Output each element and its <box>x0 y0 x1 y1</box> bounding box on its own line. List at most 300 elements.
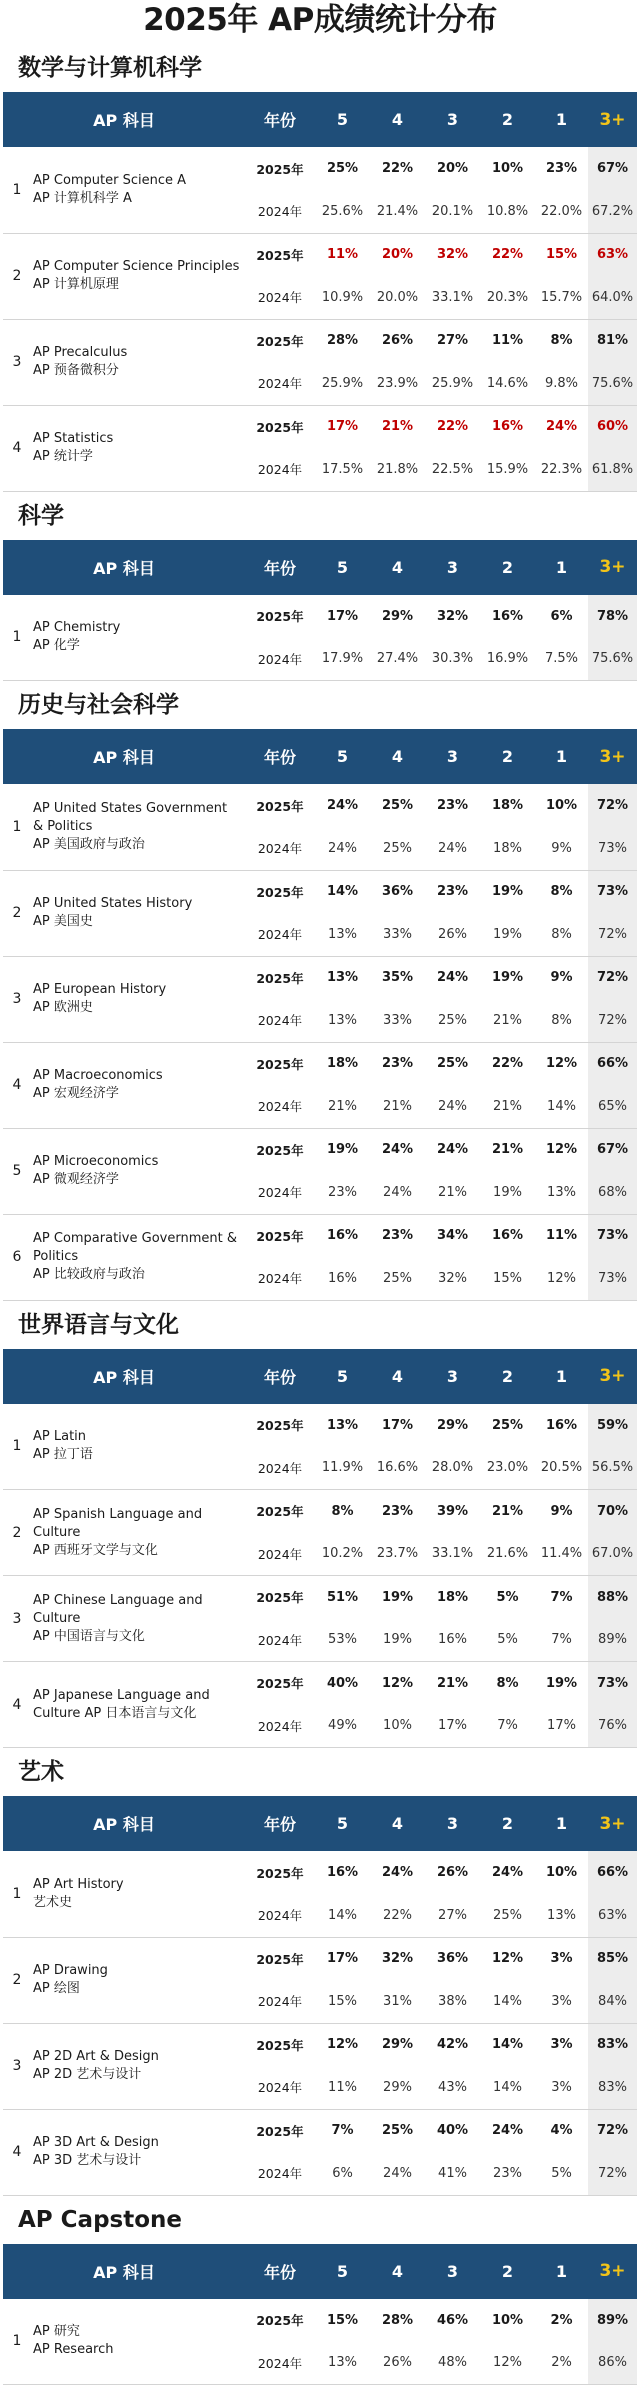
table-row <box>3 405 637 448</box>
score-2-2025: 14% <box>491 2037 524 2053</box>
score-3-2025: 40% <box>436 2123 469 2139</box>
score-1-2024: 17% <box>535 1705 588 1748</box>
score-3-2025: 39% <box>436 1503 469 1519</box>
subject-name-en: AP Precalculus <box>33 345 128 360</box>
score-3plus-2025: 73% <box>588 870 637 913</box>
score-3plus-2024: 67.2% <box>588 190 637 233</box>
header-plus: 3+ <box>588 1348 637 1404</box>
year-2025: 2025年 <box>256 1676 304 1692</box>
row-index: 6 <box>3 1214 31 1300</box>
header-s2: 2 <box>480 1348 535 1404</box>
score-3plus-2024: 63% <box>588 1894 637 1937</box>
score-3plus-2025: 83% <box>588 2023 637 2066</box>
section-title: 历史与社会科学 <box>18 692 179 718</box>
table-header <box>3 91 637 147</box>
score-3-2024: 26% <box>425 913 480 956</box>
subject-name-en: AP Computer Science A <box>33 172 187 188</box>
score-2-2024: 19% <box>480 1171 535 1214</box>
score-2-2025: 19% <box>491 970 524 986</box>
score-2-2025: 10% <box>491 2312 524 2328</box>
score-5-2025: 13% <box>326 970 359 986</box>
score-3plus-2024: 67.0% <box>588 1533 637 1576</box>
score-5-2025: 17% <box>326 419 359 435</box>
score-1-2025: 15% <box>545 247 578 263</box>
year-2025: 2025年 <box>256 1418 304 1433</box>
subject-cell <box>31 233 245 319</box>
header-s1: 1 <box>535 728 588 784</box>
year-2024: 2024年 <box>245 2152 315 2195</box>
score-4-2025: 19% <box>381 1589 414 1605</box>
score-3plus-2024: 75.6% <box>588 362 637 405</box>
header-year: 年份 <box>245 539 315 595</box>
score-3plus-2025: 72% <box>588 2109 637 2152</box>
subject-name-en: AP European History <box>33 982 167 997</box>
year-2025: 2025年 <box>256 419 304 435</box>
year-2024: 2024年 <box>245 190 315 233</box>
score-1-2024: 8% <box>535 999 588 1042</box>
score-5-2024: 53% <box>315 1619 370 1662</box>
year-2024: 2024年 <box>245 638 315 681</box>
score-3plus-2024: 68% <box>588 1171 637 1214</box>
score-3plus-2025: 67% <box>588 147 637 190</box>
table-row <box>3 2109 637 2152</box>
year-2024: 2024年 <box>245 999 315 1042</box>
row-index: 2 <box>3 870 31 956</box>
score-2-2025: 8% <box>496 1675 519 1691</box>
score-3plus-2024: 72% <box>588 999 637 1042</box>
year-2025: 2025年 <box>256 1504 304 1520</box>
score-2-2024: 25% <box>480 1894 535 1937</box>
score-5-2025: 7% <box>331 2123 354 2139</box>
score-3-2025: 23% <box>436 798 469 813</box>
score-3-2025: 24% <box>436 970 469 986</box>
score-2-2024: 20.3% <box>480 276 535 319</box>
subject-name-zh: AP 美国政府与政治 <box>33 836 145 852</box>
score-5-2024: 15% <box>315 1980 370 2023</box>
row-index: 1 <box>3 147 31 233</box>
score-2-2024: 21% <box>480 999 535 1042</box>
score-1-2025: 3% <box>550 1951 573 1967</box>
score-3plus-2024: 72% <box>588 2152 637 2195</box>
score-3-2024: 25% <box>425 999 480 1042</box>
score-3plus-2024: 73% <box>588 827 637 870</box>
row-index: 4 <box>3 405 31 491</box>
subject-name-zh: AP 化学 <box>33 638 80 654</box>
subject-cell <box>31 595 245 681</box>
score-1-2025: 3% <box>550 2037 573 2053</box>
table-row <box>3 1851 637 1894</box>
score-3-2025: 32% <box>436 608 469 624</box>
header-s3: 3 <box>425 91 480 147</box>
row-index: 1 <box>3 1404 31 1490</box>
score-3plus-2025: 85% <box>588 1937 637 1980</box>
score-1-2025: 6% <box>550 608 573 624</box>
score-2-2024: 21% <box>480 1085 535 1128</box>
header-year: 年份 <box>245 728 315 784</box>
score-1-2024: 12% <box>535 1257 588 1300</box>
score-1-2025: 9% <box>550 1503 573 1519</box>
score-1-2025: 10% <box>545 1865 578 1880</box>
score-3plus-2024: 76% <box>588 1705 637 1748</box>
score-1-2025: 10% <box>545 798 578 813</box>
subject-name-en: AP Computer Science Principles <box>33 259 240 274</box>
header-plus: 3+ <box>588 1795 637 1851</box>
score-1-2024: 7.5% <box>535 638 588 681</box>
year-2024: 2024年 <box>245 1980 315 2023</box>
score-4-2024: 20.0% <box>370 276 425 319</box>
score-2-2024: 18% <box>480 827 535 870</box>
score-5-2024: 10.9% <box>315 276 370 319</box>
score-3plus-2024: 83% <box>588 2066 637 2109</box>
score-5-2025: 12% <box>326 2037 359 2053</box>
section-title: 数学与计算机科学 <box>18 55 202 81</box>
year-2024: 2024年 <box>245 1533 315 1576</box>
year-2024: 2024年 <box>245 1894 315 1937</box>
year-2024: 2024年 <box>245 276 315 319</box>
section-title: 科学 <box>18 502 64 529</box>
subject-name-zh: AP 绘图 <box>33 1981 80 1996</box>
score-3-2024: 32% <box>425 1257 480 1300</box>
score-5-2025: 8% <box>331 1503 354 1519</box>
score-5-2024: 13% <box>315 999 370 1042</box>
year-2024: 2024年 <box>245 2342 315 2385</box>
score-3plus-2025: 81% <box>588 319 637 362</box>
table-row <box>3 1937 637 1980</box>
subject-name-zh: AP 计算机科学 A <box>33 190 132 206</box>
score-3-2024: 25.9% <box>425 362 480 405</box>
score-2-2024: 19% <box>480 913 535 956</box>
header-subject: AP 科目 <box>3 539 245 595</box>
score-3-2024: 48% <box>425 2342 480 2385</box>
score-1-2024: 11.4% <box>535 1533 588 1576</box>
table-header <box>3 539 637 595</box>
row-index: 3 <box>3 319 31 405</box>
score-2-2025: 16% <box>491 1228 524 1244</box>
subject-name-zh: AP 拉丁语 <box>33 1447 93 1463</box>
score-3-2025: 46% <box>436 2312 469 2328</box>
score-3-2024: 43% <box>425 2066 480 2109</box>
score-3plus-2025: 78% <box>588 595 637 638</box>
score-1-2024: 9.8% <box>535 362 588 405</box>
score-2-2025: 21% <box>491 1503 524 1519</box>
subject-name-en: AP Spanish Language and Culture <box>33 1506 203 1540</box>
header-s5: 5 <box>315 1795 370 1851</box>
score-4-2024: 33% <box>370 999 425 1042</box>
score-5-2025: 17% <box>326 1951 359 1967</box>
score-1-2025: 7% <box>550 1589 573 1605</box>
score-2-2025: 22% <box>491 247 524 263</box>
score-2-2025: 11% <box>491 333 524 349</box>
score-4-2025: 29% <box>381 2037 414 2053</box>
table-row <box>3 1490 637 1533</box>
score-2-2025: 5% <box>496 1589 519 1605</box>
score-table <box>3 90 637 492</box>
score-3plus-2024: 72% <box>588 913 637 956</box>
score-3-2025: 26% <box>436 1865 469 1880</box>
header-s1: 1 <box>535 91 588 147</box>
table-header <box>3 2243 637 2299</box>
header-s2: 2 <box>480 1795 535 1851</box>
score-1-2025: 12% <box>545 1056 578 1072</box>
header-s3: 3 <box>425 1348 480 1404</box>
year-2025: 2025年 <box>256 333 304 349</box>
score-4-2024: 25% <box>370 1257 425 1300</box>
score-5-2024: 6% <box>315 2152 370 2195</box>
score-3plus-2025: 89% <box>588 2299 637 2342</box>
year-2025: 2025年 <box>256 609 304 624</box>
score-4-2025: 20% <box>381 247 414 263</box>
score-1-2024: 2% <box>535 2342 588 2385</box>
subject-name-en: AP 2D Art & Design <box>33 2049 159 2064</box>
score-5-2025: 25% <box>326 161 359 176</box>
subject-name-en: AP Chemistry <box>33 620 121 636</box>
score-5-2025: 15% <box>326 2312 359 2328</box>
score-5-2025: 14% <box>326 884 359 900</box>
score-4-2025: 23% <box>381 1503 414 1519</box>
score-2-2024: 14% <box>480 1980 535 2023</box>
score-3plus-2025: 63% <box>588 233 637 276</box>
table-row <box>3 956 637 999</box>
score-4-2025: 32% <box>381 1951 414 1967</box>
score-2-2024: 5% <box>480 1619 535 1662</box>
row-index: 3 <box>3 2023 31 2109</box>
header-s2: 2 <box>480 728 535 784</box>
score-2-2024: 14.6% <box>480 362 535 405</box>
subject-cell <box>31 1128 245 1214</box>
score-3plus-2025: 67% <box>588 1128 637 1171</box>
subject-name-zh: AP Research <box>33 2342 114 2358</box>
score-2-2025: 12% <box>491 1951 524 1967</box>
year-2024: 2024年 <box>245 1171 315 1214</box>
header-s5: 5 <box>315 539 370 595</box>
score-2-2025: 16% <box>491 419 524 435</box>
subject-name-zh: AP 中国语言与文化 <box>33 1628 145 1644</box>
year-2025: 2025年 <box>256 1228 304 1244</box>
subject-cell <box>31 1851 245 1937</box>
score-1-2025: 24% <box>545 419 578 435</box>
subject-name-en: AP Drawing <box>33 1963 108 1978</box>
score-5-2025: 51% <box>326 1589 359 1605</box>
score-3plus-2025: 59% <box>588 1404 637 1447</box>
score-4-2024: 27.4% <box>370 638 425 681</box>
header-s4: 4 <box>370 91 425 147</box>
score-4-2025: 22% <box>381 161 414 176</box>
score-1-2024: 3% <box>535 2066 588 2109</box>
score-2-2024: 15.9% <box>480 448 535 491</box>
score-2-2024: 23.0% <box>480 1447 535 1490</box>
score-2-2025: 19% <box>491 884 524 900</box>
header-s5: 5 <box>315 91 370 147</box>
header-year: 年份 <box>245 1348 315 1404</box>
score-1-2024: 3% <box>535 1980 588 2023</box>
score-2-2024: 16.9% <box>480 638 535 681</box>
score-4-2024: 19% <box>370 1619 425 1662</box>
score-3-2024: 16% <box>425 1619 480 1662</box>
score-5-2024: 16% <box>315 1257 370 1300</box>
table-row <box>3 2299 637 2342</box>
subject-name-en: AP Japanese Language and Culture AP 日本语言与文化 <box>33 1687 210 1721</box>
subject-name-en: AP Comparative Government & Politics <box>33 1231 237 1264</box>
score-2-2025: 24% <box>491 2123 524 2139</box>
score-2-2025: 18% <box>491 798 524 813</box>
score-5-2024: 23% <box>315 1171 370 1214</box>
score-3plus-2024: 61.8% <box>588 448 637 491</box>
score-2-2024: 21.6% <box>480 1533 535 1576</box>
score-4-2024: 10% <box>370 1705 425 1748</box>
section-title: 世界语言与文化 <box>18 1311 179 1338</box>
header-s1: 1 <box>535 2243 588 2299</box>
score-4-2025: 25% <box>381 798 414 813</box>
score-5-2025: 16% <box>326 1865 359 1880</box>
year-2025: 2025年 <box>256 1865 304 1881</box>
score-4-2025: 25% <box>381 2123 414 2139</box>
score-3-2025: 34% <box>436 1228 469 1244</box>
score-4-2024: 26% <box>370 2342 425 2385</box>
header-subject: AP 科目 <box>3 1795 245 1851</box>
header-subject: AP 科目 <box>3 728 245 784</box>
score-1-2024: 7% <box>535 1619 588 1662</box>
table-row <box>3 2023 637 2066</box>
table-row <box>3 1214 637 1257</box>
subject-cell <box>31 405 245 491</box>
score-3plus-2025: 70% <box>588 1490 637 1533</box>
score-3-2025: 27% <box>436 333 469 349</box>
table-row <box>3 1662 637 1705</box>
subject-name-en: AP Macroeconomics <box>33 1068 163 1083</box>
header-subject: AP 科目 <box>3 2243 245 2299</box>
subject-cell <box>31 784 245 870</box>
header-s1: 1 <box>535 1795 588 1851</box>
score-1-2025: 12% <box>545 1142 578 1158</box>
score-4-2025: 26% <box>381 333 414 349</box>
table-row <box>3 784 637 827</box>
score-3-2024: 33.1% <box>425 276 480 319</box>
year-2025: 2025年 <box>256 884 304 900</box>
header-s2: 2 <box>480 539 535 595</box>
score-3-2024: 38% <box>425 1980 480 2023</box>
year-2024: 2024年 <box>245 1085 315 1128</box>
subject-cell <box>31 1937 245 2023</box>
score-5-2025: 40% <box>326 1675 359 1691</box>
subject-name-zh: AP 预备微积分 <box>33 363 119 378</box>
score-4-2025: 28% <box>381 2312 414 2328</box>
page-title: 2025年 AP成绩统计分布 <box>143 2 497 38</box>
row-index: 5 <box>3 1128 31 1214</box>
subject-name-zh: AP 2D 艺术与设计 <box>33 2067 142 2082</box>
year-2025: 2025年 <box>256 1056 304 1072</box>
score-3-2024: 24% <box>425 827 480 870</box>
score-3plus-2025: 60% <box>588 405 637 448</box>
header-s4: 4 <box>370 1348 425 1404</box>
year-2025: 2025年 <box>256 970 304 986</box>
score-3-2024: 33.1% <box>425 1533 480 1576</box>
table-header <box>3 1348 637 1404</box>
header-s3: 3 <box>425 2243 480 2299</box>
subject-name-zh: AP 美国史 <box>33 914 93 929</box>
score-1-2025: 16% <box>545 1417 578 1433</box>
score-3-2025: 42% <box>436 2037 469 2053</box>
subject-name-zh: AP 欧洲史 <box>33 1000 93 1015</box>
subject-cell <box>31 2299 245 2385</box>
score-5-2025: 17% <box>326 608 359 624</box>
subject-name-zh: AP 微观经济学 <box>33 1172 119 1187</box>
score-3-2024: 28.0% <box>425 1447 480 1490</box>
year-2024: 2024年 <box>245 827 315 870</box>
score-4-2024: 16.6% <box>370 1447 425 1490</box>
score-3plus-2025: 72% <box>588 956 637 999</box>
score-table <box>3 727 637 1301</box>
score-5-2025: 16% <box>326 1228 359 1244</box>
year-2025: 2025年 <box>256 161 304 177</box>
score-1-2025: 19% <box>545 1675 578 1691</box>
subject-cell <box>31 956 245 1042</box>
header-subject: AP 科目 <box>3 1348 245 1404</box>
row-index: 4 <box>3 1662 31 1748</box>
header-year: 年份 <box>245 1795 315 1851</box>
score-3plus-2024: 56.5% <box>588 1447 637 1490</box>
score-5-2024: 11% <box>315 2066 370 2109</box>
score-4-2024: 31% <box>370 1980 425 2023</box>
subject-cell <box>31 1576 245 1662</box>
score-3plus-2024: 84% <box>588 1980 637 2023</box>
year-2024: 2024年 <box>245 448 315 491</box>
score-3-2024: 24% <box>425 1085 480 1128</box>
table-row <box>3 1576 637 1619</box>
score-1-2024: 15.7% <box>535 276 588 319</box>
header-s3: 3 <box>425 728 480 784</box>
score-1-2024: 13% <box>535 1171 588 1214</box>
header-year: 年份 <box>245 91 315 147</box>
score-2-2025: 21% <box>491 1142 524 1158</box>
subject-cell <box>31 319 245 405</box>
subject-name-zh: AP 3D 艺术与设计 <box>33 2153 142 2168</box>
header-s5: 5 <box>315 2243 370 2299</box>
subject-cell <box>31 1404 245 1490</box>
content <box>0 44 640 2385</box>
score-4-2025: 29% <box>381 608 414 624</box>
score-3-2024: 30.3% <box>425 638 480 681</box>
score-5-2024: 49% <box>315 1705 370 1748</box>
score-table <box>3 2242 637 2385</box>
score-3-2024: 41% <box>425 2152 480 2195</box>
score-5-2024: 25.9% <box>315 362 370 405</box>
score-5-2024: 24% <box>315 827 370 870</box>
row-index: 3 <box>3 956 31 1042</box>
year-2025: 2025年 <box>256 2313 304 2328</box>
score-4-2024: 24% <box>370 2152 425 2195</box>
header-s3: 3 <box>425 1795 480 1851</box>
score-5-2024: 17.9% <box>315 638 370 681</box>
header-s1: 1 <box>535 539 588 595</box>
score-5-2024: 11.9% <box>315 1447 370 1490</box>
score-3-2024: 21% <box>425 1171 480 1214</box>
score-4-2024: 33% <box>370 913 425 956</box>
subject-name-en: AP Chinese Language and Culture <box>33 1592 203 1626</box>
year-2025: 2025年 <box>256 798 304 814</box>
score-4-2024: 23.7% <box>370 1533 425 1576</box>
header-s3: 3 <box>425 539 480 595</box>
row-index: 4 <box>3 2109 31 2195</box>
score-3-2025: 21% <box>436 1675 469 1691</box>
score-3-2024: 17% <box>425 1705 480 1748</box>
header-s4: 4 <box>370 1795 425 1851</box>
score-3-2025: 25% <box>436 1056 469 1072</box>
score-2-2025: 16% <box>491 608 524 624</box>
score-4-2025: 36% <box>381 884 414 900</box>
score-4-2024: 25% <box>370 827 425 870</box>
year-2024: 2024年 <box>245 913 315 956</box>
score-2-2025: 24% <box>491 1865 524 1880</box>
